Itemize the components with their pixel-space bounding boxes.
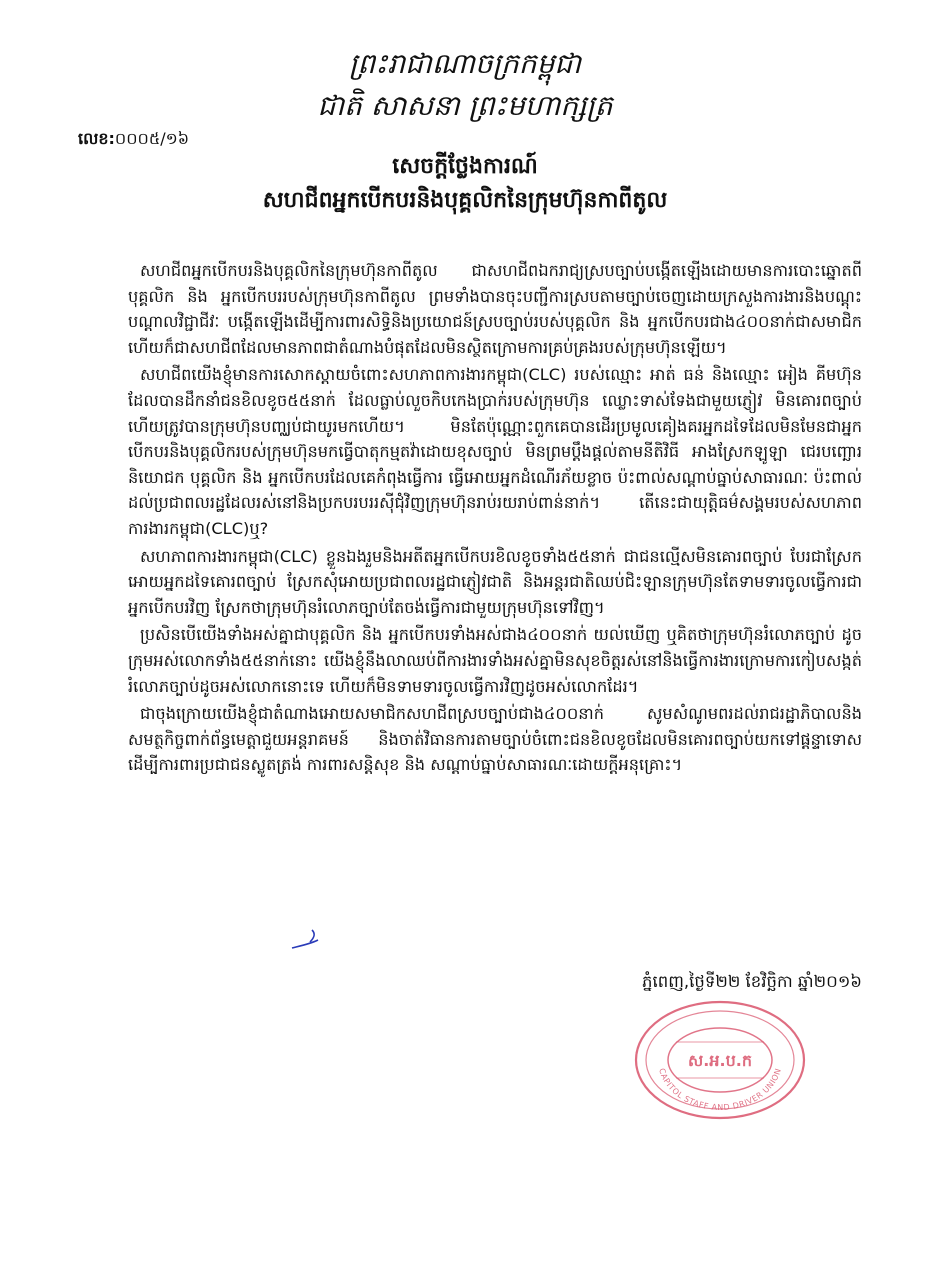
union-seal-stamp bbox=[630, 998, 810, 1122]
kingdom-motto-line2: ជាតិ សាសនា ព្រះមហាក្សត្រ bbox=[317, 89, 613, 122]
handwritten-mark bbox=[290, 924, 324, 952]
paragraph-4: ប្រសិនបើយើងទាំងអស់គ្នាជាបុគ្គលិក និង អ្នកបើកបរទាំងអស់ជាង៤០០នាក់ យល់ឃើញ ឬគិតថាក្រុមហ៊ុនរំលោភច្បាប់ ដូចក្រុមអស់លោកទាំង៥៥នាក់នោះ យើងខ្ញុំនឹងលាឈប់ពីការងារទាំងអស់គ្នាមិនសុខចិត្តរស់នៅនិងធ្វើការងារក្រោមការកៀបសង្កត់រំលោភច្បាប់ដូចអស់លោកនោះទេ ហើយក៏មិនទាមទារចូលធ្វើការវិញដូចអស់លោកដែរ។ bbox=[128, 625, 862, 696]
paragraph-5: ជាចុងក្រោយយើងខ្ញុំជាតំណាងអោយសមាជិកសហជីពស្របច្បាប់ជាង៤០០នាក់ សូមសំណូមពរដល់រាជរដ្ឋាភិបាលនិងសមត្ថកិច្ចពាក់ព័ន្ធមេត្តាជួយអន្តរាគមន៍ និងចាត់វិធានការតាមច្បាប់ចំពោះជនខិលខូចដែលមិនគោរពច្បាប់យកទៅផ្ដន្ទាទោសដើម្បីការពារប្រជាជនស្លូតត្រង់ ការពារសន្តិសុខ និង សណ្ដាប់ធ្នាប់សាធារណៈដោយក្ដីអនុគ្រោះ។ bbox=[128, 704, 862, 775]
reference-number bbox=[78, 128, 189, 150]
kingdom-motto-line1: ព្រះរាជាណាចក្រកម្ពុជា bbox=[348, 47, 581, 80]
document-title: សេចក្ដីថ្លែងការណ៍ bbox=[392, 154, 538, 179]
paragraph-3: សហភាពការងារកម្ពុជា(CLC) ខ្លួនឯងរួមនិងអតីតអ្នកបើកបរខិលខូចទាំង៥៥នាក់ ជាជនល្មើសមិនគោរពច្បាប់ បែរជាស្រែកអោយអ្នកដទៃគោរពច្បាប់ ស្រែកសុំអោយប្រជាពលរដ្ឋជាភ្ញៀវជាតិ និងអន្តរជាតិឈប់ជិះឡានក្រុមហ៊ុនតែទាមទារចូលធ្វើការជាអ្នកបើកបរវិញ ស្រែកថាក្រុមហ៊ុនរំលោភច្បាប់តែចង់ធ្វើការជាមួយក្រុមហ៊ុនទៅវិញ។ bbox=[128, 546, 862, 617]
paragraph-2: សហជីពយើងខ្ញុំមានការសោកស្ដាយចំពោះសហភាពការងារកម្ពុជា(CLC) របស់ឈ្មោះ អាត់ ធន់ និងឈ្មោះ អៀង គីមហ៊ុន ដែលបានដឹកនាំជនខិលខូច៥៥នាក់ ដែលធ្លាប់លួចកិបកេងប្រាក់របស់ក្រុមហ៊ុន ឈ្លោះទាស់ទែងជាមួយភ្ញៀវ មិនគោរពច្បាប់ហើយត្រូវបានក្រុមហ៊ុនបញ្ឈប់ជាយូរមកហើយ។ មិនតែប៉ុណ្ណោះពួកគេបានដើរប្រមូលគៀងគរអ្នកដទៃដែលមិនមែនជាអ្នកបើកបរនិងបុគ្គលិករបស់ក្រុមហ៊ុនមកធ្វើបាតុកម្មតវ៉ាដោយខុសច្បាប់ មិនព្រមប្ដឹងផ្ដល់តាមនីតិវិធី អាងស្រែកឡូឡា ជេរបញ្ឆោរនិយោជក បុគ្គលិក និង អ្នកបើកបរដែលគេកំពុងធ្វើការ ធ្វើអោយអ្នកដំណើរភ័យខ្លាច ប៉ះពាល់សណ្ដាប់ធ្នាប់សាធារណៈ ប៉ះពាល់ដល់ប្រជាពលរដ្ឋដែលរស់នៅនិងប្រកបរបររស៊ីជុំវិញក្រុមហ៊ុនរាប់រយរាប់ពាន់នាក់។ តើនេះជាយុត្តិធម៌សង្គមរបស់សហភាពការងារកម្ពុជា(CLC)ឬ? bbox=[128, 365, 862, 538]
svg-text:CAPITOL STAFF AND DRIVER UNION bbox=[657, 1067, 783, 1112]
reference-value: ០០០៥/១៦ bbox=[114, 129, 190, 148]
stamp-ring-text: CAPITOL STAFF AND DRIVER UNION bbox=[657, 1067, 783, 1113]
document-subtitle: សហជីពអ្នកបើកបរនិងបុគ្គលិកនៃក្រុមហ៊ុនកាពីតូល bbox=[262, 188, 668, 213]
place-date: ភ្នំពេញ,ថ្ងៃទី២២ ខែវិច្ឆិកា ឆ្នាំ២០១៦ bbox=[642, 972, 862, 991]
stamp-center-text: ស.អ.ប.ក bbox=[688, 1051, 752, 1070]
reference-label: លេខ: bbox=[78, 129, 115, 148]
paragraph-1: សហជីពអ្នកបើកបរនិងបុគ្គលិកនៃក្រុមហ៊ុនកាពីតូល ជាសហជីពឯករាជ្យស្របច្បាប់បង្កើតឡើងដោយមានការបោះឆ្នោតពីបុគ្គលិក និង អ្នកបើកបររបស់ក្រុមហ៊ុនកាពីតូល ព្រមទាំងបានចុះបញ្ជីការស្របតាមច្បាប់ចេញដោយក្រសួងការងារនិងបណ្ដុះបណ្ដាលវិជ្ជាជីវៈ បង្កើតឡើងដើម្បីការពារសិទ្ធិនិងប្រយោជន៍ស្របច្បាប់របស់បុគ្គលិក និង អ្នកបើកបរជាង៤០០នាក់ជាសមាជិក ហើយក៏ជាសហជីពដែលមានភាពជាតំណាងបំផុតដែលមិនស្ថិតក្រោមការគ្រប់គ្រងរបស់ក្រុមហ៊ុនឡើយ។ bbox=[128, 261, 862, 357]
statement-body bbox=[128, 258, 862, 778]
